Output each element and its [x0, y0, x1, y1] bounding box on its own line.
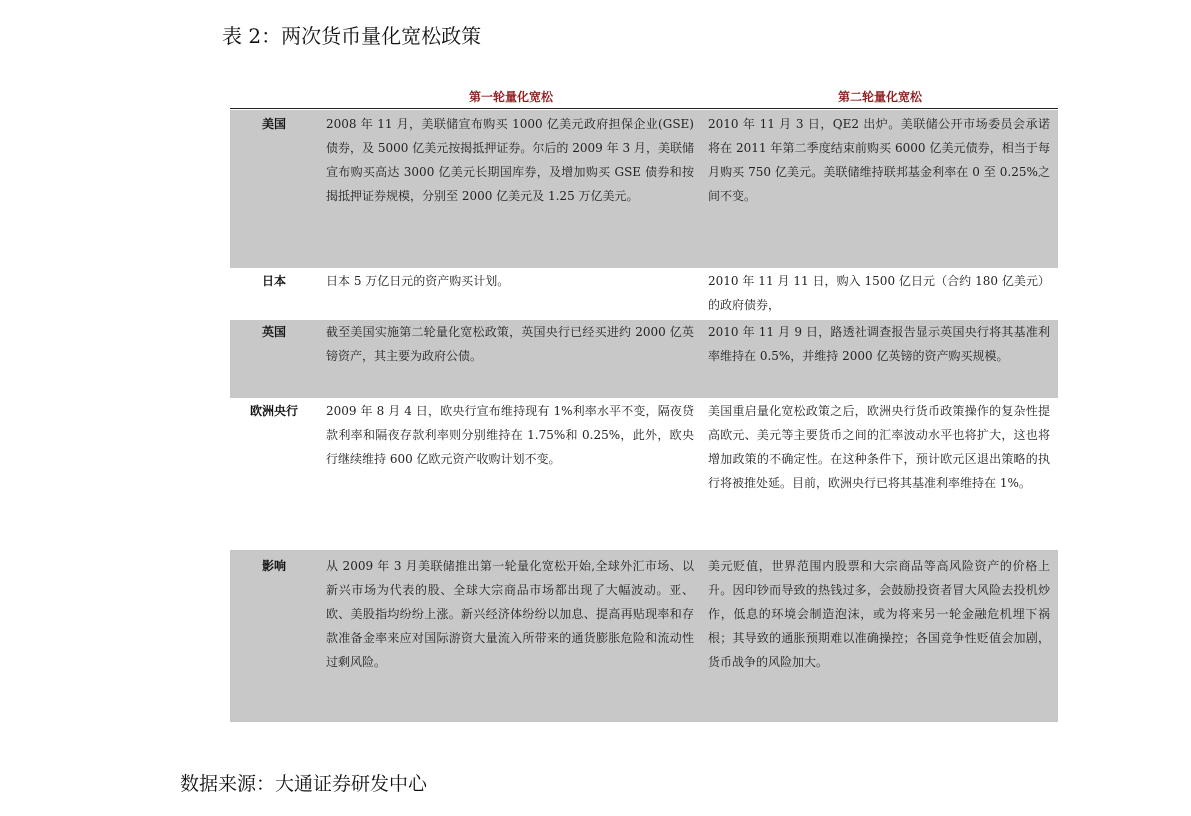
table-row-uk: [230, 320, 1058, 398]
table-row-us: [230, 110, 1058, 268]
row-label: 影响: [261, 559, 286, 573]
second-round-cell: 2010 年 11 月 11 日，购入 1500 亿日元（合约 180 亿美元）的政府债券，: [708, 274, 1050, 312]
column-header-second-round: 第二轮量化宽松: [837, 90, 922, 104]
table-row-ecb: [230, 398, 1058, 550]
second-round-cell: 2010 年 11 月 9 日，路透社调查报告显示英国央行将其基准利率维持在 0.5%，并维持 2000 亿英镑的资产购买规模。: [708, 325, 1050, 363]
data-source-note: 数据来源：大通证券研发中心: [180, 773, 428, 795]
column-header-first-round: 第一轮量化宽松: [468, 90, 553, 104]
first-round-cell: 2009 年 8 月 4 日，欧央行宣布维持现有 1%利率水平不变，隔夜贷款利率和隔夜存款利率则分别维持在 1.75%和 0.25%，此外，欧央行继续维持 600 亿欧元资产收购计划不变。: [326, 404, 694, 466]
row-label: 欧洲央行: [249, 404, 298, 418]
header-rule: [230, 108, 1058, 109]
first-round-cell: 截至美国实施第二轮量化宽松政策，英国央行已经买进约 2000 亿英镑资产，其主要为政府公债。: [326, 325, 694, 363]
first-round-cell: 日本 5 万亿日元的资产购买计划。: [326, 274, 510, 288]
table-title: 表 2：两次货币量化宽松政策: [222, 24, 482, 48]
table-row-impact: [230, 550, 1058, 722]
first-round-cell: 从 2009 年 3 月美联储推出第一轮量化宽松开始,全球外汇市场、以新兴市场为代表的股、全球大宗商品市场都出现了大幅波动。亚、欧、美股指均纷纷上涨。新兴经济体纷纷以加息、提高再贴现率和存款准备金率来应对国际游资大量流入所带来的通货膨胀危险和流动性过剩风险。: [326, 559, 694, 669]
first-round-cell: 2008 年 11 月，美联储宣布购买 1000 亿美元政府担保企业(GSE)债券，及 5000 亿美元按揭抵押证券。尔后的 2009 年 3 月，美联储宣布购买高达 3000 亿美元长期国库券，及增加购买 GSE 债券和按揭抵押证券规模，分别至 2000 亿美元及 1.25 万亿美元。: [326, 117, 694, 203]
row-label: 日本: [261, 274, 286, 288]
row-label: 英国: [261, 325, 286, 339]
table-row-japan: [230, 268, 1058, 320]
row-label: 美国: [261, 117, 286, 131]
second-round-cell: 2010 年 11 月 3 日，QE2 出炉。美联储公开市场委员会承诺将在 2011 年第二季度结束前购买 6000 亿美元债券，相当于每月购买 750 亿美元。美联储维持联邦基金利率在 0 至 0.25%之间不变。: [708, 117, 1050, 203]
second-round-cell: 美元贬值，世界范围内股票和大宗商品等高风险资产的价格上升。因印钞而导致的热钱过多，会鼓励投资者冒大风险去投机炒作，低息的环境会制造泡沫，或为将来另一轮金融危机埋下祸根；其导致的通胀预期难以准确操控；各国竞争性贬值会加剧，货币战争的风险加大。: [708, 559, 1050, 669]
second-round-cell: 美国重启量化宽松政策之后，欧洲央行货币政策操作的复杂性提高欧元、美元等主要货币之间的汇率波动水平也将扩大，这也将增加政策的不确定性。在这种条件下，预计欧元区退出策略的执行将被推处延。目前，欧洲央行已将其基准利率维持在 1%。: [708, 404, 1050, 490]
